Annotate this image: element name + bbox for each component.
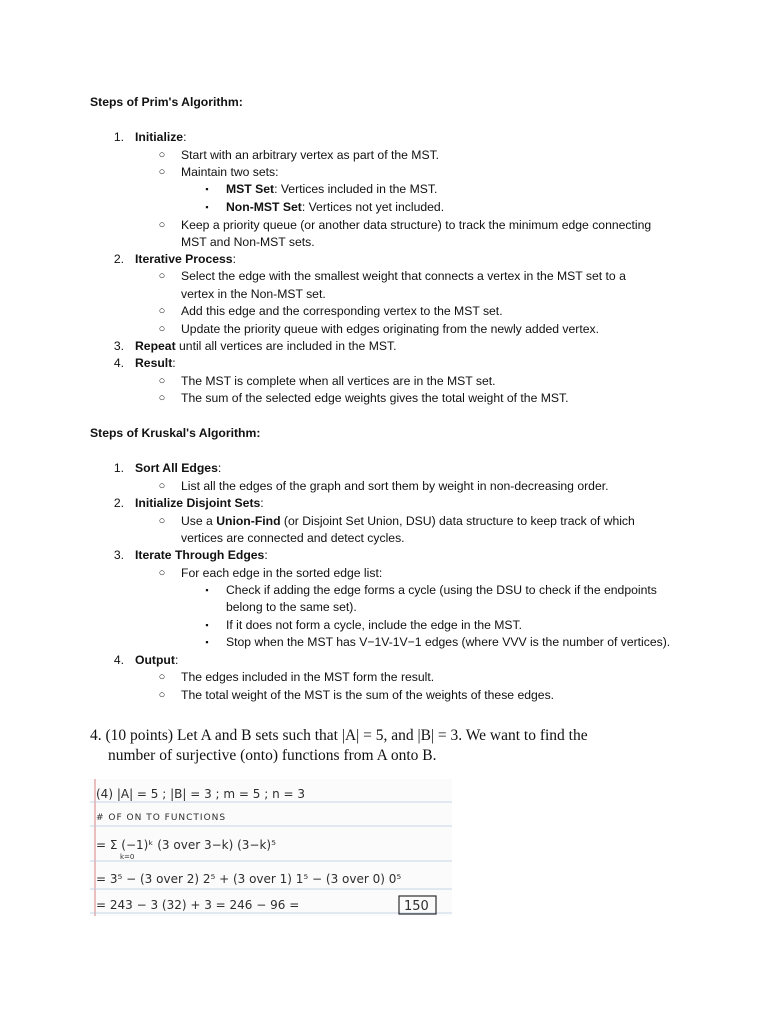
square-bullet-icon: ▪ bbox=[205, 620, 209, 630]
handwritten-row: (4) |A| = 5 ; |B| = 3 ; m = 5 ; n = 3 bbox=[96, 787, 306, 801]
step-number: 3. bbox=[113, 548, 124, 562]
handwritten-row: = 243 − 3 (32) + 3 = 246 − 96 = bbox=[96, 898, 300, 912]
kruskal-heading: Steps of Kruskal's Algorithm: bbox=[90, 426, 261, 440]
prim-heading: Steps of Prim's Algorithm: bbox=[90, 95, 243, 109]
list-item: Maintain two sets: bbox=[181, 165, 279, 179]
circle-bullet-icon: ○ bbox=[158, 323, 166, 335]
step-title: Iterative Process: bbox=[135, 252, 236, 266]
circle-bullet-icon: ○ bbox=[158, 270, 166, 282]
square-bullet-icon: ▪ bbox=[205, 202, 209, 212]
step-title: Output: bbox=[135, 653, 179, 667]
list-item-continuation: MST and Non-MST sets. bbox=[181, 235, 315, 249]
step-title: Initialize: bbox=[135, 130, 187, 144]
step-number: 1. bbox=[113, 461, 124, 475]
list-item: The edges included in the MST form the result. bbox=[181, 670, 435, 684]
step-title: Initialize Disjoint Sets: bbox=[135, 496, 264, 510]
answer-value: 150 bbox=[404, 899, 429, 914]
problem-line: number of surjective (onto) functions from A onto B. bbox=[108, 747, 437, 764]
list-item: Use a Union-Find (or Disjoint Set Union, DSU) data structure to keep track of which bbox=[181, 514, 635, 528]
list-item: List all the edges of the graph and sort them by weight in non-decreasing order. bbox=[181, 479, 609, 493]
step-number: 1. bbox=[113, 130, 124, 144]
step-number: 3. bbox=[113, 339, 124, 353]
step-number: 2. bbox=[113, 496, 124, 510]
list-item: Stop when the MST has V−1V-1V−1 edges (where VVV is the number of vertices). bbox=[226, 635, 671, 649]
handwritten-row: = 3⁵ − (3 over 2) 2⁵ + (3 over 1) 1⁵ − (3 over 0) 0⁵ bbox=[96, 872, 402, 886]
circle-bullet-icon: ○ bbox=[158, 671, 166, 683]
circle-bullet-icon: ○ bbox=[158, 219, 166, 231]
circle-bullet-icon: ○ bbox=[158, 480, 166, 492]
list-item: Non-MST Set: Vertices not yet included. bbox=[226, 200, 445, 214]
list-item-continuation: vertex in the Non-MST set. bbox=[181, 287, 326, 301]
list-item: Keep a priority queue (or another data structure) to track the minimum edge connecting bbox=[181, 218, 652, 232]
list-item: The MST is complete when all vertices are in the MST set. bbox=[181, 374, 496, 388]
list-item: Update the priority queue with edges originating from the newly added vertex. bbox=[181, 322, 600, 336]
step-title: Result: bbox=[135, 356, 176, 370]
list-item: Select the edge with the smallest weight that connects a vertex in the MST set to a bbox=[181, 269, 626, 283]
circle-bullet-icon: ○ bbox=[158, 515, 166, 527]
list-item: Add this edge and the corresponding vertex to the MST set. bbox=[181, 304, 503, 318]
circle-bullet-icon: ○ bbox=[158, 375, 166, 387]
circle-bullet-icon: ○ bbox=[158, 392, 166, 404]
circle-bullet-icon: ○ bbox=[158, 305, 166, 317]
circle-bullet-icon: ○ bbox=[158, 149, 166, 161]
step-title: Sort All Edges: bbox=[135, 461, 222, 475]
handwritten-solution bbox=[90, 779, 452, 916]
list-item: The total weight of the MST is the sum of the weights of these edges. bbox=[181, 688, 555, 702]
step-title: Iterate Through Edges: bbox=[135, 548, 268, 562]
step-title: Repeat until all vertices are included in the MST. bbox=[135, 339, 397, 353]
handwritten-limits: k=0 bbox=[120, 853, 135, 861]
square-bullet-icon: ▪ bbox=[205, 184, 209, 194]
list-item: The sum of the selected edge weights gives the total weight of the MST. bbox=[181, 391, 569, 405]
list-item: MST Set: Vertices included in the MST. bbox=[226, 182, 438, 196]
problem-line: 4. (10 points) Let A and B sets such that |A| = 5, and |B| = 3. We want to find the bbox=[90, 727, 588, 744]
circle-bullet-icon: ○ bbox=[158, 166, 166, 178]
list-item: If it does not form a cycle, include the edge in the MST. bbox=[226, 618, 523, 632]
circle-bullet-icon: ○ bbox=[158, 567, 166, 579]
list-item: Check if adding the edge forms a cycle (using the DSU to check if the endpoints bbox=[226, 583, 657, 597]
step-number: 2. bbox=[113, 252, 124, 266]
square-bullet-icon: ▪ bbox=[205, 585, 209, 595]
handwritten-row: = Σ (−1)ᵏ (3 over 3−k) (3−k)⁵ bbox=[96, 838, 276, 852]
circle-bullet-icon: ○ bbox=[158, 689, 166, 701]
step-number: 4. bbox=[113, 653, 124, 667]
square-bullet-icon: ▪ bbox=[205, 637, 209, 647]
list-item-continuation: belong to the same set). bbox=[226, 600, 357, 614]
list-item: Start with an arbitrary vertex as part of the MST. bbox=[181, 148, 440, 162]
list-item: For each edge in the sorted edge list: bbox=[181, 566, 383, 580]
handwritten-row: # OF ON TO FUNCTIONS bbox=[96, 813, 227, 823]
list-item-continuation: vertices are connected and detect cycles. bbox=[181, 531, 405, 545]
step-number: 4. bbox=[113, 356, 124, 370]
